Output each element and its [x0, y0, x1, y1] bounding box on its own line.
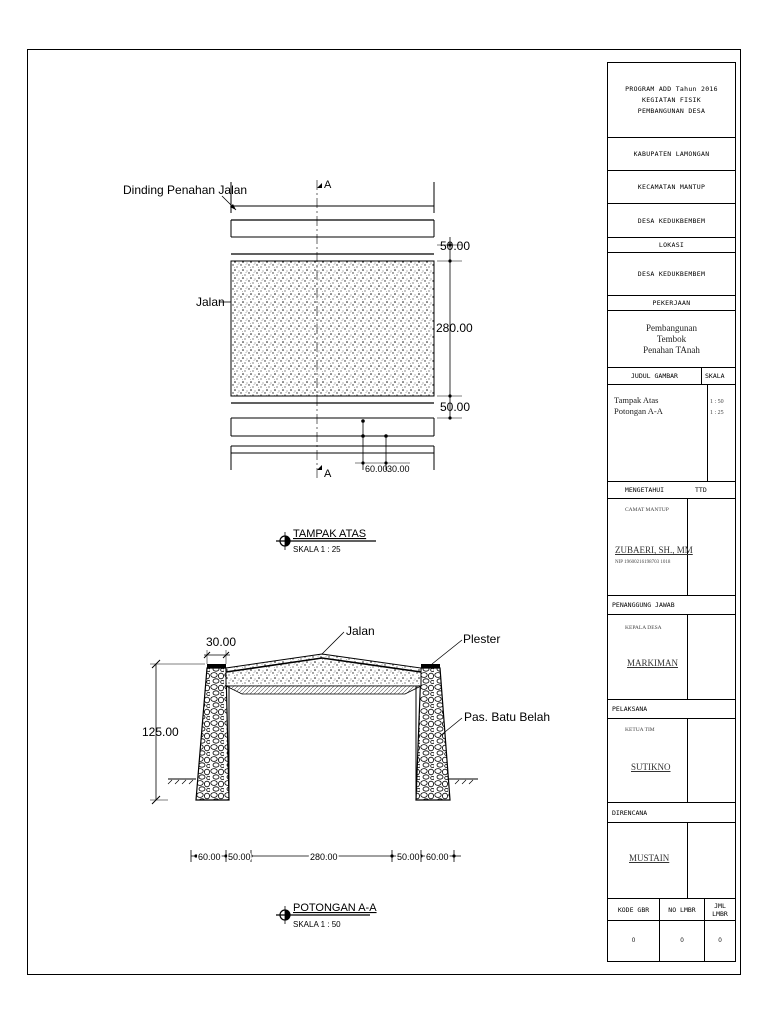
section-mark-bottom: A — [324, 468, 332, 480]
tb-pekerjaan-value: Pembangunan Tembok Penahan TAnah — [608, 311, 735, 368]
tb-kode-body: 0 0 0 — [608, 921, 735, 961]
section-label-road: Jalan — [346, 624, 375, 638]
tb-pelaksana-body: KETUA TIM SUTIKNO — [608, 719, 735, 803]
section-dim-bottom-5: 60.00 — [426, 852, 449, 862]
dim-small-1: 60.00 — [365, 464, 388, 474]
tb-program: PROGRAM ADD Tahun 2016 KEGIATAN FISIK PEMBANGUNAN DESA — [608, 63, 735, 138]
top-view-plan — [219, 180, 462, 478]
title-block — [607, 62, 736, 962]
tb-direncana-body: MUSTAIN — [608, 823, 735, 899]
label-road-top: Jalan — [196, 295, 225, 309]
tb-judul-header: JUDUL GAMBAR SKALA — [608, 368, 735, 385]
section-mark-top: A — [324, 179, 332, 191]
tb-pekerjaan-label: PEKERJAAN — [608, 296, 735, 311]
top-view-title: TAMPAK ATAS — [293, 528, 367, 540]
tb-direncana-header: DIRENCANA — [608, 803, 735, 823]
section-dim-bottom-4: 50.00 — [397, 852, 420, 862]
section-dim-bottom-1: 60.00 — [198, 852, 221, 862]
tb-kode-header: KODE GBR NO LMBR JML LMBR — [608, 899, 735, 921]
section-label-stone: Pas. Batu Belah — [464, 710, 551, 724]
road-surface-pattern — [231, 261, 434, 396]
section-dim-height: 125.00 — [142, 725, 179, 739]
dim-small-2: 30.00 — [387, 464, 410, 474]
section-drawing — [150, 632, 478, 862]
tb-mengetahui-body: CAMAT MANTUP ZUBAERI, SH., MM NIP 19600216198703 1018 — [608, 499, 735, 596]
tb-lokasi-label: LOKASI — [608, 238, 735, 253]
tb-pj-body: KEPALA DESA MARKIMAN — [608, 615, 735, 700]
section-dim-width: 30.00 — [206, 635, 237, 649]
section-scale: SKALA 1 : 50 — [293, 920, 341, 929]
dim-top: 50.00 — [440, 239, 471, 253]
tb-desa: DESA KEDUKBEMBEM — [608, 204, 735, 238]
section-label-plaster: Plester — [463, 632, 501, 646]
tb-mengetahui-header: MENGETAHUI TTD — [608, 482, 735, 499]
section-dim-bottom-2: 50.00 — [228, 852, 251, 862]
dim-mid: 280.00 — [436, 321, 473, 335]
top-view-scale: SKALA 1 : 25 — [293, 545, 341, 554]
label-wall: Dinding Penahan Jalan — [123, 183, 248, 197]
tb-pj-header: PENANGGUNG JAWAB — [608, 596, 735, 615]
tb-pelaksana-header: PELAKSANA — [608, 700, 735, 719]
tb-kecamatan: KECAMATAN MANTUP — [608, 171, 735, 204]
tb-kabupaten: KABUPATEN LAMONGAN — [608, 138, 735, 171]
section-title: POTONGAN A-A — [293, 902, 377, 914]
section-dim-bottom-3: 280.00 — [310, 852, 338, 862]
tb-judul-body: Tampak Atas Potongan A-A 1 : 50 1 : 25 — [608, 385, 735, 482]
dim-bottom: 50.00 — [440, 400, 471, 414]
tb-lokasi-value: DESA KEDUKBEMBEM — [608, 253, 735, 296]
